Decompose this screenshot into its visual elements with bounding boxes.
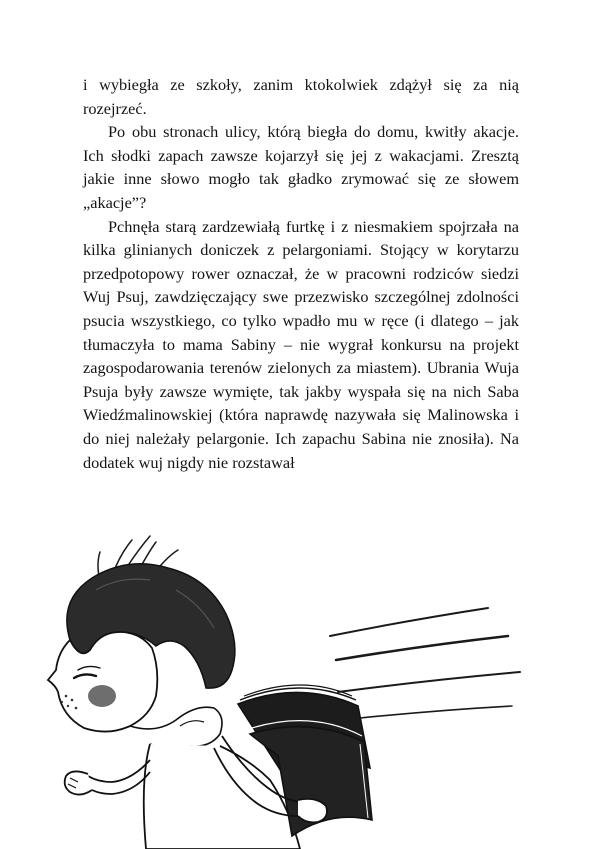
paragraph-1: i wybiegła ze szkoły, zanim ktokolwiek zdążył się za nią rozejrzeć.: [83, 75, 519, 118]
paragraph-2: Po obu stronach ulicy, którą biegła do domu, kwitły akacje. Ich słodki zapach zawsze kojarzył się jej z wakacjami. Zresztą jakie inne słowo mogło tak gładko zrymować się ze słowem „akacje”?: [83, 122, 519, 212]
paragraph-3: Pchnęła starą zardzewiałą furtkę i z niesmakiem spojrzała na kilka glinianych doniczek z pelargoniami. Stojący w korytarzu przedpotopowy rower oznaczał, że w pracowni rodziców siedzi Wuj Psuj, zawdzięczający swe przezwisko szczególnej zdolności psucia wszystkiego, co tylko wpadło mu w ręce (i dlatego – jak tłumaczyła to mama Sabiny – nie wygrał konkursu na projekt zagospodarowania terenów zielonych za miastem). Ubrania Wuja Psuja były zawsze wymięte, tak jakby wyspała się na nich Saba Wiedźmalinowskiej (która naprawdę nazywała się Malinowska i do niej należały pelargonie. Ich zapachu Sabina nie znosiła). Na dodatek wuj nigdy nie rozstawał: [83, 216, 519, 472]
running-girl-drawing: [0, 520, 600, 849]
speed-lines: [330, 608, 520, 718]
running-girl-illustration: [0, 520, 600, 849]
cheek-blush: [88, 685, 116, 707]
face: [48, 632, 157, 732]
fist: [65, 771, 92, 794]
body-text: [83, 73, 519, 474]
front-arm: [88, 760, 150, 782]
hand: [298, 799, 327, 823]
